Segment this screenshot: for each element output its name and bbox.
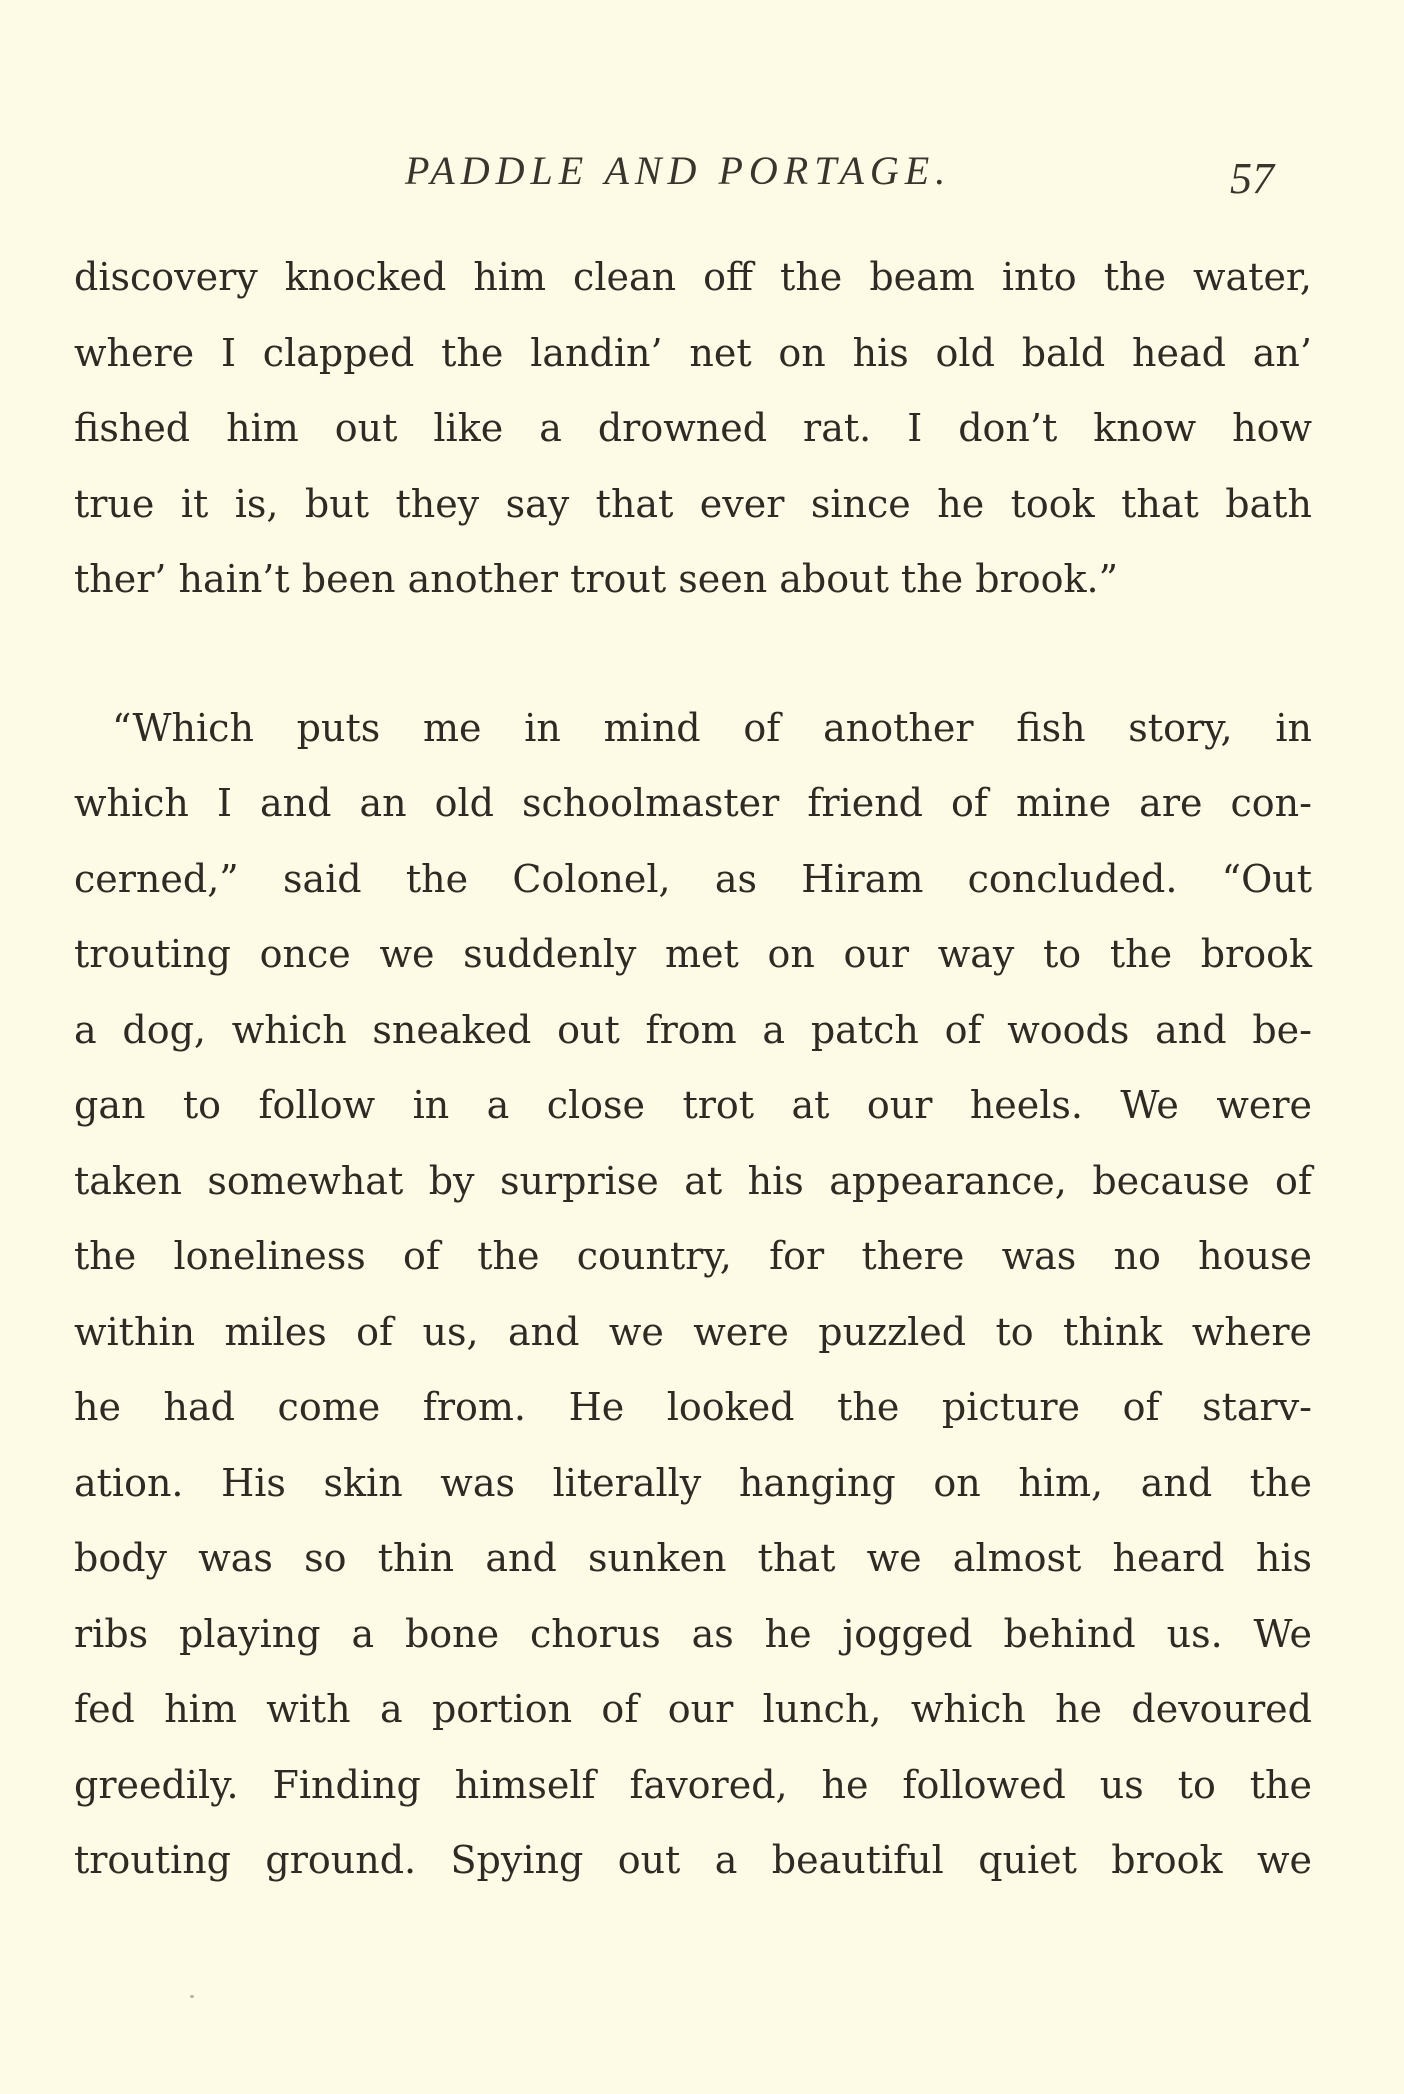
text-line: ther’ hain’t been another trout seen about the brook.”	[74, 557, 1119, 601]
text-line: the loneliness of the country, for there was no house	[74, 1234, 1312, 1278]
text-line: discovery knocked him clean off the beam into the water,	[74, 255, 1312, 299]
text-line: trouting once we suddenly met on our way to the brook	[74, 932, 1312, 976]
text-line: trouting ground. Spying out a beautiful quiet brook we	[74, 1838, 1312, 1882]
text-line: “Which puts me in mind of another fish story, in	[112, 705, 1312, 750]
text-line: fished him out like a drowned rat. I don’t know how	[74, 406, 1312, 450]
text-line: where I clapped the landin’ net on his old bald head an’	[74, 330, 1312, 375]
text-line: greedily. Finding himself favored, he followed us to the	[74, 1762, 1312, 1807]
text-line: ation. His skin was literally hanging on him, and the	[74, 1460, 1312, 1505]
text-line: a dog, which sneaked out from a patch of woods and be-	[74, 1007, 1312, 1052]
text-line: taken somewhat by surprise at his appearance, because of	[74, 1158, 1312, 1203]
paper-speck	[190, 1995, 194, 1998]
paragraph-2	[74, 691, 1312, 1899]
text-line: he had come from. He looked the picture of starv-	[74, 1385, 1312, 1429]
text-line: body was so thin and sunken that we almost heard his	[74, 1536, 1312, 1580]
text-line: cerned,” said the Colonel, as Hiram concluded. “Out	[74, 856, 1312, 901]
text-line: fed him with a portion of our lunch, which he devoured	[74, 1687, 1312, 1731]
paragraph-gap	[74, 618, 1312, 691]
body-text	[74, 240, 1312, 1899]
text-line: which I and an old schoolmaster friend of mine are con-	[74, 781, 1312, 825]
text-line: ribs playing a bone chorus as he jogged behind us. We	[74, 1611, 1312, 1656]
page-header	[0, 135, 1404, 203]
running-title: PADDLE AND PORTAGE.	[405, 148, 952, 193]
text-line: within miles of us, and we were puzzled to think where	[74, 1309, 1312, 1354]
text-line: gan to follow in a close trot at our heels. We were	[74, 1083, 1312, 1127]
text-line: true it is, but they say that ever since he took that bath	[74, 481, 1312, 526]
paragraph-1	[74, 240, 1312, 618]
page-number: 57	[1230, 154, 1274, 203]
